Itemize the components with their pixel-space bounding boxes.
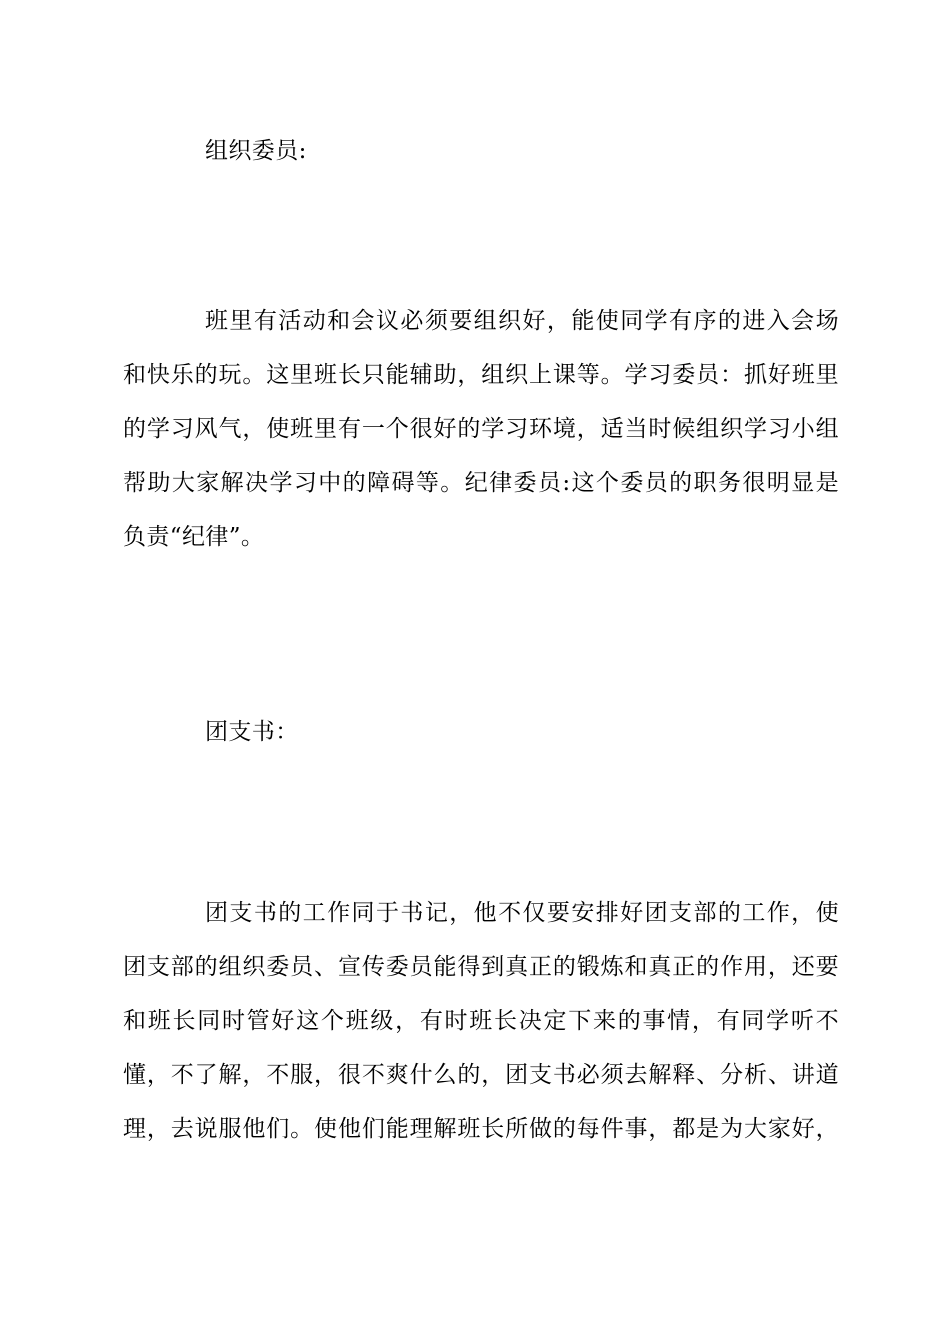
heading-text: 团支书： — [205, 719, 299, 745]
paragraph-league-secretary — [123, 886, 839, 1156]
paragraph-line: 团支书的工作同于书记，他不仅要安排好团支部的工作，使 — [205, 900, 839, 926]
paragraph-line: 团支部的组织委员、宣传委员能得到真正的锻炼和真正的作用，还要 — [123, 954, 839, 980]
paragraph-line: 和快乐的玩。这里班长只能辅助，组织上课等。学习委员：抓好班里 — [123, 362, 839, 388]
paragraph-line: 和班长同时管好这个班级，有时班长决定下来的事情，有同学听不 — [123, 1008, 839, 1034]
paragraph-line: 理，去说服他们。使他们能理解班长所做的每件事，都是为大家好， — [123, 1116, 839, 1142]
section-heading-league-secretary — [123, 705, 839, 759]
paragraph-line: 的学习风气，使班里有一个很好的学习环境，适当时候组织学习小组 — [123, 416, 839, 442]
section-heading-organizing-committee — [123, 124, 839, 178]
paragraph-line: 负责“纪律”。 — [123, 524, 265, 550]
heading-text: 组织委员: — [205, 138, 307, 164]
paragraph-line: 帮助大家解决学习中的障碍等。纪律委员:这个委员的职务很明显是 — [123, 470, 839, 496]
paragraph-organizing-committee — [123, 294, 839, 564]
paragraph-line: 班里有活动和会议必须要组织好，能使同学有序的进入会场 — [205, 308, 839, 334]
paragraph-line: 懂，不了解，不服，很不爽什么的，团支书必须去解释、分析、讲道 — [123, 1062, 839, 1088]
